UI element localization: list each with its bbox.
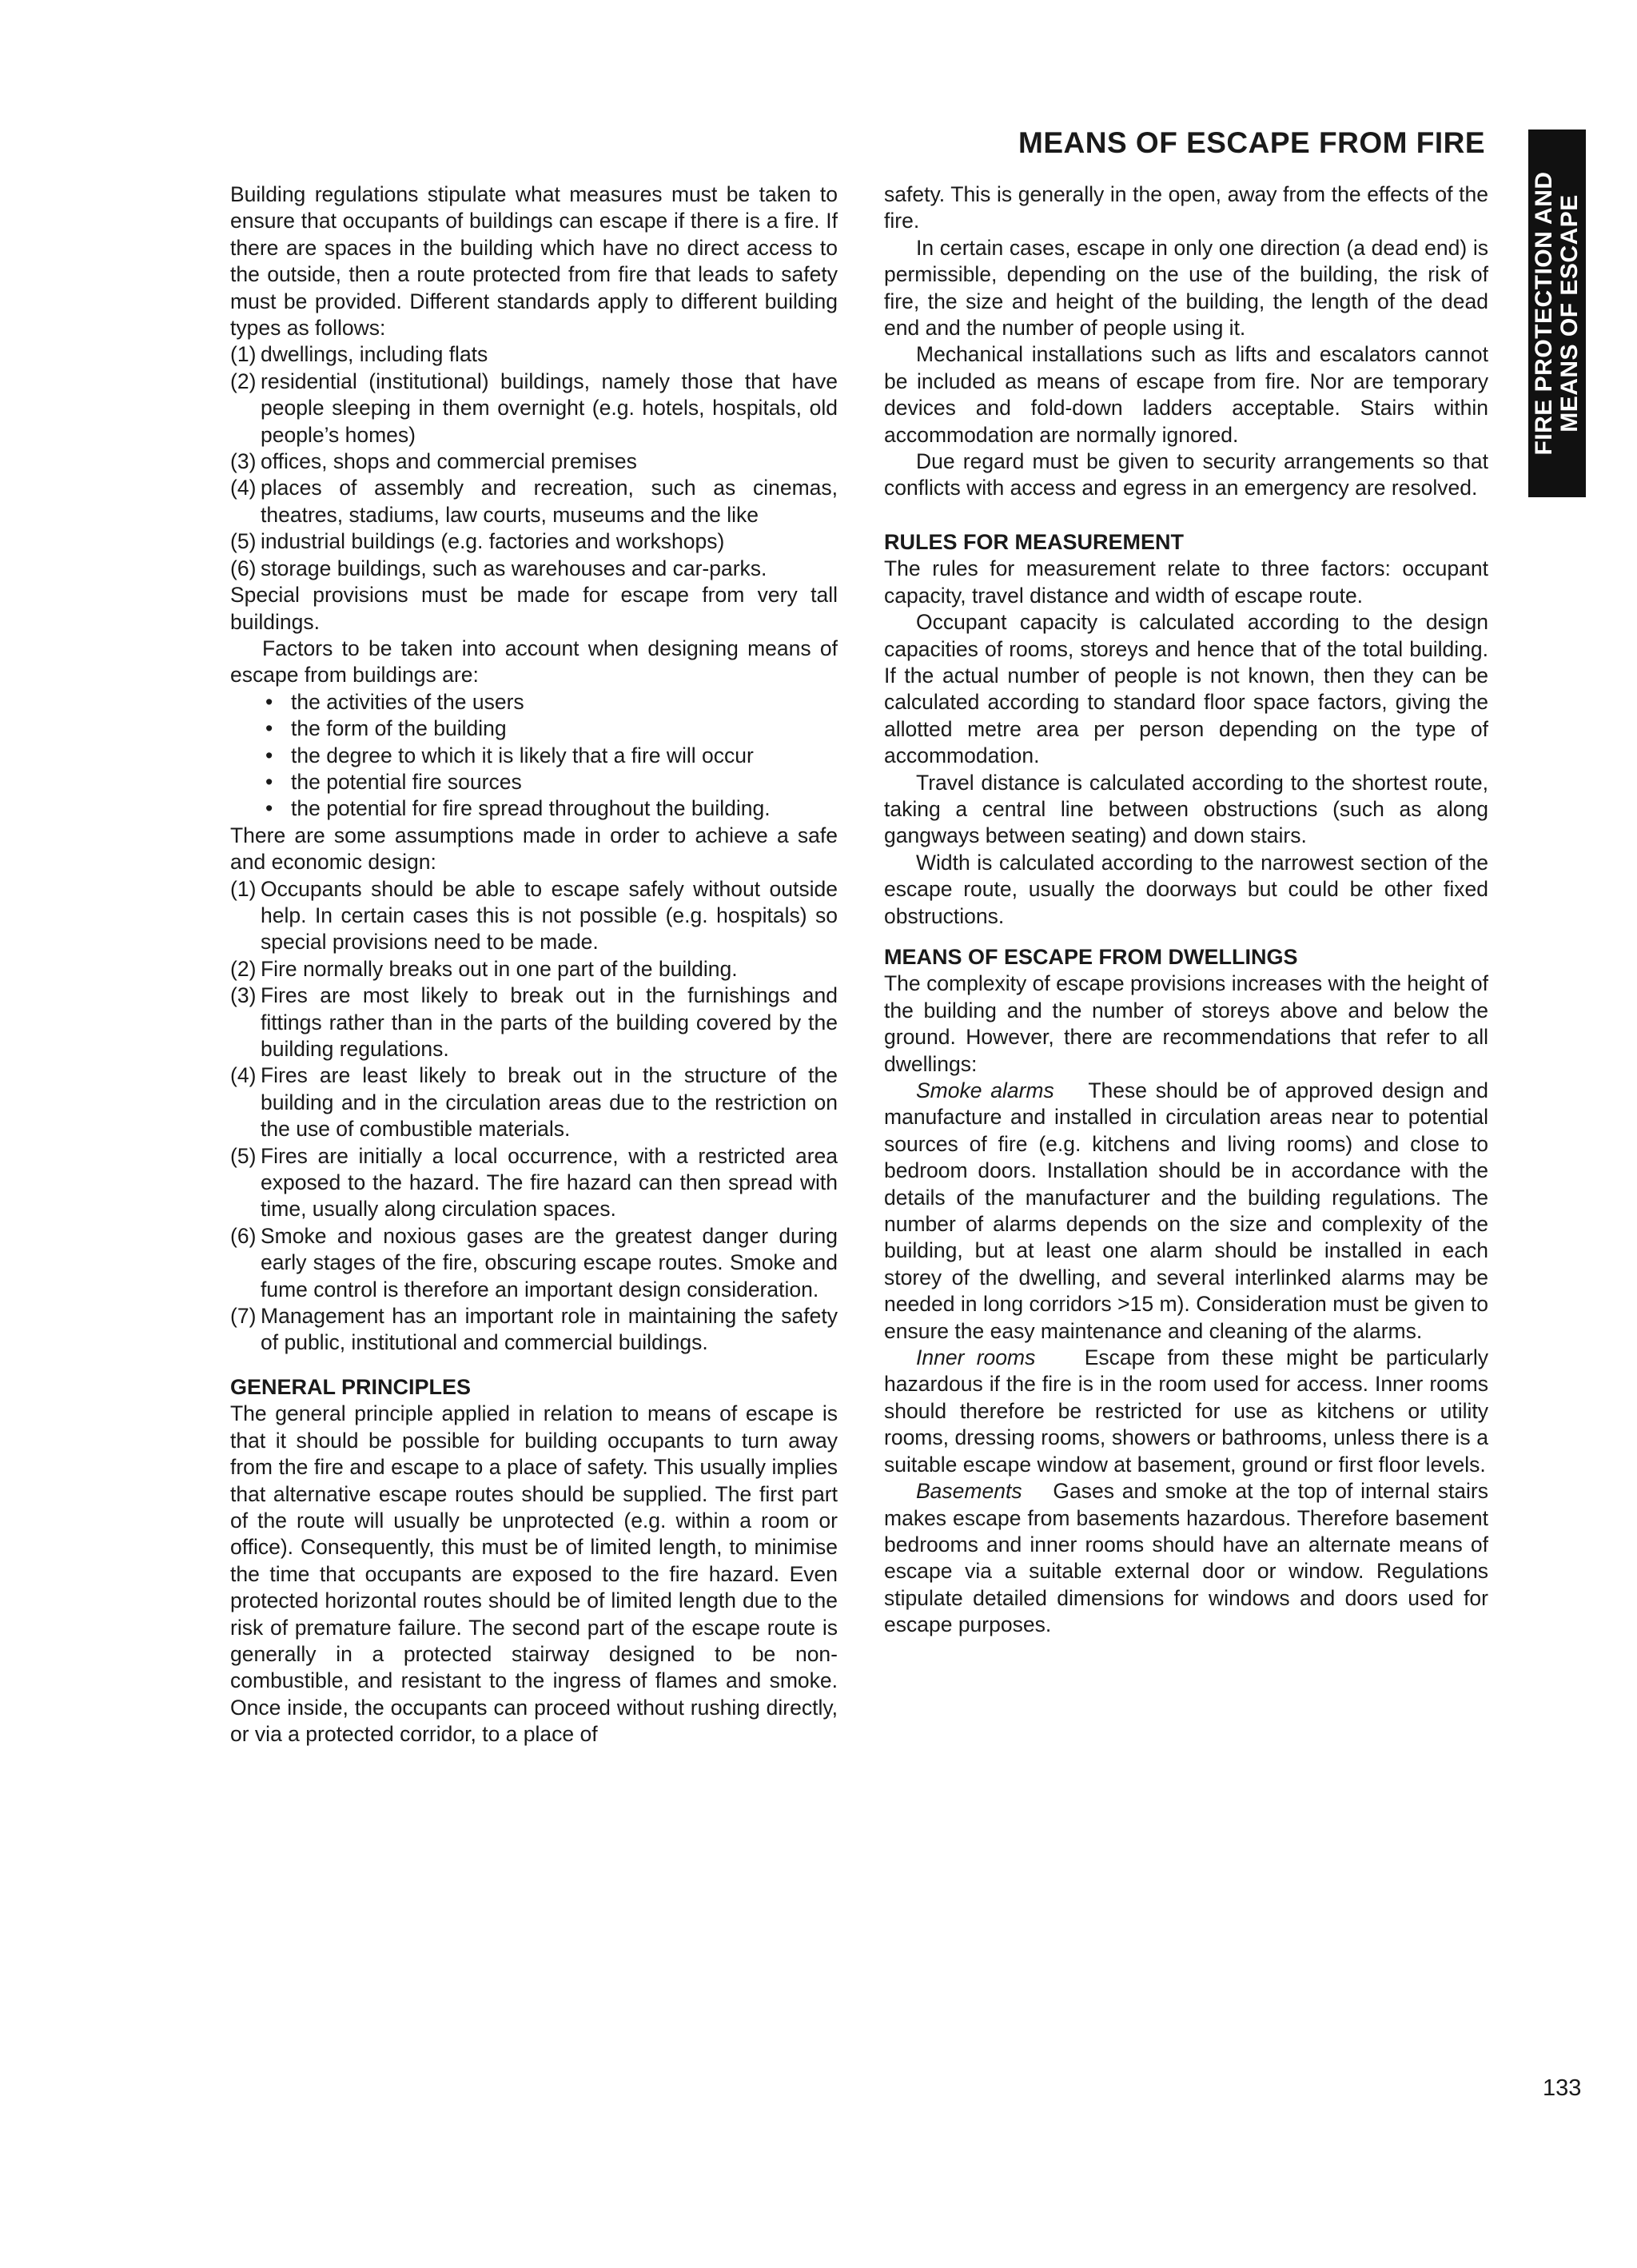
smoke-alarms-term: Smoke alarms	[916, 1078, 1054, 1102]
factor-item	[230, 689, 838, 715]
list-text: residential (institutional) buildings, namely those that have people sleeping in them overnight (e.g. hotels, hospitals, old people’s homes)	[261, 369, 838, 447]
bullet-icon: •	[265, 689, 273, 714]
factor-item	[230, 769, 838, 795]
factor-item	[230, 715, 838, 742]
building-type-item	[230, 448, 838, 475]
side-tab-line-2: MEANS OF ESCAPE	[1556, 194, 1583, 432]
dwellings-intro-paragraph: The complexity of escape provisions increases with the height of the building and the number of storeys above and below the ground. However, there are recommendations that refer to all dwellings:	[884, 971, 1488, 1076]
assumption-item	[230, 956, 838, 983]
bullet-icon: •	[265, 743, 273, 767]
list-text: the form of the building	[291, 716, 507, 741]
assumption-item	[230, 1303, 838, 1357]
list-text: places of assembly and recreation, such as cinemas, theatres, stadiums, law courts, museums and the like	[261, 476, 838, 527]
list-number: (1)	[230, 342, 257, 367]
list-text: offices, shops and commercial premises	[261, 449, 637, 474]
list-text: industrial buildings (e.g. factories and workshops)	[261, 529, 725, 554]
side-chapter-tab	[1528, 130, 1586, 497]
inner-rooms-paragraph	[884, 1345, 1488, 1478]
inner-rooms-text: Escape from these might be particularly hazardous if the fire is in the room used for access. Inner rooms should therefore be restricted for use as kitchens or utility rooms, dressing rooms, showers or bathrooms, unless there is a suitable escape window at basement, ground or first floor levels.	[884, 1345, 1489, 1477]
continued-paragraph: safety. This is generally in the open, away from the effects of the fire.	[884, 182, 1488, 233]
building-type-item	[230, 341, 838, 368]
list-text: Management has an important role in maintaining the safety of public, institutional and commercial buildings.	[261, 1304, 838, 1355]
rules-intro-paragraph: The rules for measurement relate to three factors: occupant capacity, travel distance and width of escape route.	[884, 556, 1488, 608]
smoke-alarms-paragraph	[884, 1078, 1488, 1345]
list-text: the potential for fire spread throughout the building.	[291, 796, 771, 821]
list-number: (4)	[230, 476, 257, 500]
list-text: Occupants should be able to escape safely without outside help. In certain cases this is not possible (e.g. hospitals) so special provisions need to be made.	[261, 876, 838, 955]
list-number: (5)	[230, 1143, 257, 1168]
factor-item	[230, 795, 838, 822]
side-tab-line-1: FIRE PROTECTION AND	[1531, 171, 1557, 456]
building-type-item	[230, 369, 838, 448]
dwellings-heading: MEANS OF ESCAPE FROM DWELLINGS	[884, 944, 1298, 969]
assumption-item	[230, 1062, 838, 1142]
list-text: Fires are most likely to break out in the furnishings and fittings rather than in the parts of the building covered by the building regulations.	[261, 983, 838, 1061]
width-paragraph: Width is calculated according to the narrowest section of the escape route, usually the doorways but could be other fixed obstructions.	[884, 850, 1488, 928]
building-type-item	[230, 556, 838, 582]
factors-intro-paragraph: Factors to be taken into account when designing means of escape from buildings are:	[230, 636, 838, 688]
list-text: the activities of the users	[291, 689, 524, 714]
list-text: Fires are least likely to break out in the structure of the building and in the circulation areas due to the restriction on the use of combustible materials.	[261, 1063, 838, 1142]
bullet-icon: •	[265, 769, 273, 794]
list-number: (2)	[230, 369, 257, 393]
list-number: (6)	[230, 1223, 257, 1248]
side-chapter-tab-text	[1531, 171, 1583, 455]
factor-item	[230, 743, 838, 769]
list-number: (2)	[230, 956, 257, 981]
security-paragraph: Due regard must be given to security arrangements so that conflicts with access and egress in an emergency are resolved.	[884, 449, 1488, 500]
mechanical-installations-paragraph: Mechanical installations such as lifts and escalators cannot be included as means of escape from fire. Nor are temporary devices and fold-down ladders acceptable. Stairs within accommodation are normally ignored.	[884, 342, 1488, 447]
list-number: (4)	[230, 1063, 257, 1088]
intro-paragraph: Building regulations stipulate what measures must be taken to ensure that occupants of buildings can escape if there is a fire. If there are spaces in the building which have no direct access to the outside, then a route protected from fire that leads to safety must be provided. Different standards apply to different building types as follows:	[230, 182, 838, 341]
occupant-capacity-paragraph: Occupant capacity is calculated according to the design capacities of rooms, storeys and hence that of the total building. If the actual number of people is not known, then they can be calculated according to standard floor space factors, giving the allotted metre area per person depending on the type of accommodation.	[884, 610, 1488, 768]
right-column	[884, 181, 1488, 1639]
special-provisions-paragraph: Special provisions must be made for escape from very tall buildings.	[230, 583, 838, 634]
list-number: (1)	[230, 876, 257, 901]
smoke-alarms-text: These should be of approved design and manufacture and installed in circulation areas near to potential sources of fire (e.g. kitchens and living rooms) and close to bedroom doors. Installation should be in accordance with the details of the manufacturer and the building regulations. The number of alarms depends on the size and complexity of the building, but at least one alarm should be installed in each storey of the dwelling, and several interlinked alarms may be needed in long corridors >15 m). Consideration must be given to ensure the easy maintenance and cleaning of the alarms.	[884, 1078, 1488, 1343]
list-text: Fires are initially a local occurrence, with a restricted area exposed to the hazard. The fire hazard can then spread with time, usually along circulation spaces.	[261, 1143, 838, 1222]
inner-rooms-term: Inner rooms	[916, 1345, 1036, 1370]
page-section-title: MEANS OF ESCAPE FROM FIRE	[1018, 126, 1485, 159]
list-text: dwellings, including flats	[261, 342, 488, 367]
bullet-icon: •	[265, 716, 273, 741]
travel-distance-paragraph: Travel distance is calculated according to the shortest route, taking a central line between obstructions (such as along gangways between seating) and down stairs.	[884, 770, 1488, 848]
list-text: Fire normally breaks out in one part of the building.	[261, 956, 738, 981]
assumptions-intro-paragraph: There are some assumptions made in order to achieve a safe and economic design:	[230, 823, 838, 875]
general-principles-paragraph: The general principle applied in relation to means of escape is that it should be possible for building occupants to turn away from the fire and escape to a place of safety. This usually implies that alternative escape routes should be supplied. The first part of the route will usually be unprotected (e.g. within a room or office). Consequently, this must be of limited length, to minimise the time that occupants are exposed to the fire hazard. Even protected horizontal routes should be of limited length due to the risk of premature failure. The second part of the escape route is generally in a protected stairway designed to be non-combustible, and resistant to the ingress of flames and smoke. Once inside, the occupants can proceed without rushing directly, or via a protected corridor, to a place of	[230, 1401, 838, 1747]
left-column	[230, 181, 838, 1748]
assumption-item	[230, 876, 838, 956]
building-type-item	[230, 528, 838, 555]
list-number: (3)	[230, 449, 257, 474]
list-number: (6)	[230, 556, 257, 580]
rules-for-measurement-heading: RULES FOR MEASUREMENT	[884, 529, 1185, 554]
list-number: (7)	[230, 1304, 257, 1329]
basements-term: Basements	[916, 1479, 1022, 1504]
list-text: storage buildings, such as warehouses and car-parks.	[261, 556, 767, 580]
list-text: the potential fire sources	[291, 769, 522, 794]
basements-paragraph	[884, 1478, 1488, 1638]
dead-end-paragraph: In certain cases, escape in only one direction (a dead end) is permissible, depending on the use of the building, the risk of fire, the size and height of the building, the length of the dead end and the number of people using it.	[884, 235, 1488, 341]
list-number: (5)	[230, 529, 257, 554]
bullet-icon: •	[265, 796, 273, 821]
general-principles-heading: GENERAL PRINCIPLES	[230, 1374, 472, 1399]
page-number: 133	[1543, 2075, 1582, 2101]
assumption-item	[230, 983, 838, 1062]
assumption-item	[230, 1223, 838, 1303]
basements-text: Gases and smoke at the top of internal stairs makes escape from basements hazardous. Therefore basement bedrooms and inner rooms should have an alternate means of escape via a suitable external door or window. Regulations stipulate detailed dimensions for windows and doors used for escape purposes.	[884, 1479, 1489, 1637]
list-number: (3)	[230, 983, 257, 1008]
building-type-item	[230, 475, 838, 528]
assumption-item	[230, 1143, 838, 1223]
list-text: the degree to which it is likely that a fire will occur	[291, 743, 754, 767]
list-text: Smoke and noxious gases are the greatest danger during early stages of the fire, obscuring escape routes. Smoke and fume control is therefore an important design consideration.	[261, 1223, 838, 1301]
